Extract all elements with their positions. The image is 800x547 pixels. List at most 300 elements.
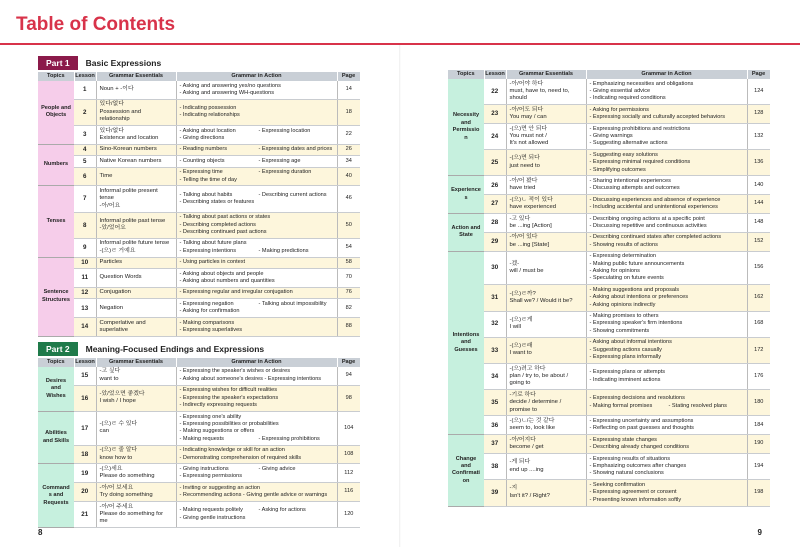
lesson-number: 10 xyxy=(74,257,96,268)
action-line xyxy=(180,248,334,255)
action-line: - Expressing regular and irregular conjugation xyxy=(179,289,293,296)
action-line: - Showing natural conclusions xyxy=(589,470,664,477)
grammar-essential xyxy=(506,364,586,390)
table-row xyxy=(448,150,770,176)
header-action: Grammar in Action xyxy=(176,358,337,367)
table-row xyxy=(38,483,360,502)
page-number-left: 8 xyxy=(38,528,43,537)
grammar-in-action xyxy=(586,454,747,480)
grammar-in-action xyxy=(176,385,337,411)
part1-badge: Part 1 xyxy=(38,56,78,70)
page-ref: 46 xyxy=(337,186,360,212)
page-ref: 18 xyxy=(337,99,360,125)
grammar-line: Shall we? / Would it be? xyxy=(509,297,573,304)
table-row xyxy=(38,269,360,288)
grammar-essential xyxy=(96,502,176,528)
action-line: - Asking and answering yes/no questions xyxy=(179,82,281,89)
header-page: Page xyxy=(337,358,360,367)
grammar-line: Noun + -이다 xyxy=(99,86,134,93)
topic-cell: Sentence Structures xyxy=(38,257,74,336)
grammar-line: decide / determine / promise to xyxy=(509,399,562,413)
grammar-in-action xyxy=(176,212,337,238)
grammar-in-action xyxy=(586,480,747,506)
action-item: - Counting objects xyxy=(179,157,225,164)
grammar-in-action xyxy=(176,367,337,385)
grammar-essential xyxy=(506,416,586,435)
action-line xyxy=(180,128,334,135)
grammar-essential xyxy=(506,251,586,285)
part2-title: Meaning-Focused Endings and Expressions xyxy=(85,343,265,354)
lesson-number: 4 xyxy=(74,144,96,155)
header-topics: Topics xyxy=(38,358,74,367)
grammar-line: -았/었으면 좋겠다 xyxy=(99,390,145,397)
action-line: - Presenting known information softly xyxy=(589,496,682,503)
action-line xyxy=(180,301,334,308)
grammar-line: -(으)ㄹ까? xyxy=(509,290,536,297)
action-item: - Giving advice xyxy=(258,465,296,472)
table-row xyxy=(448,337,770,363)
action-line: - Expressing socially and culturally accepted behaviors xyxy=(589,114,726,121)
lesson-number: 22 xyxy=(484,79,506,105)
page-ref: 194 xyxy=(747,454,770,480)
grammar-line: can xyxy=(99,428,109,435)
table-row xyxy=(38,287,360,298)
grammar-essential xyxy=(506,195,586,214)
lesson-number: 37 xyxy=(484,435,506,454)
action-line: - Simplifying outcomes xyxy=(589,166,646,173)
action-line: - Giving directions xyxy=(179,134,225,141)
grammar-in-action xyxy=(586,105,747,124)
action-line: - Expressing superlatives xyxy=(179,327,242,334)
page-gutter xyxy=(399,45,401,547)
grammar-line: Negation xyxy=(99,304,124,311)
grammar-line: -았/었어요 xyxy=(99,225,126,232)
part1-table xyxy=(38,72,361,337)
grammar-line: -(으)면 되다 xyxy=(509,155,540,162)
grammar-line: be ...ing [Action] xyxy=(509,223,552,229)
lesson-number: 36 xyxy=(484,416,506,435)
grammar-essential xyxy=(96,464,176,483)
grammar-line: -아/어야 하다 xyxy=(509,80,544,87)
table-row xyxy=(38,367,360,385)
grammar-essential xyxy=(506,79,586,105)
page-ref: 26 xyxy=(337,144,360,155)
page-ref: 50 xyxy=(337,212,360,238)
action-line: - Expressing uncertainty and assumptions xyxy=(589,417,694,424)
action-line: - Expressing state changes xyxy=(589,436,657,443)
table-row xyxy=(38,502,360,528)
action-item: - Making requests politely xyxy=(179,507,243,514)
action-line: - Indicating possession xyxy=(179,105,237,112)
topic-cell: Numbers xyxy=(38,144,74,186)
action-line xyxy=(180,169,334,176)
grammar-essential xyxy=(506,390,586,416)
grammar-in-action xyxy=(586,251,747,285)
action-line: - Describing already changed conditions xyxy=(589,444,690,451)
lesson-number: 5 xyxy=(74,156,96,167)
page-ref: 112 xyxy=(337,464,360,483)
grammar-line: -아/어 보세요 xyxy=(99,484,134,491)
page-ref: 76 xyxy=(337,287,360,298)
table-row xyxy=(448,454,770,480)
grammar-line: be ...ing [State] xyxy=(509,241,550,248)
header-lesson: Lesson xyxy=(74,358,96,367)
grammar-line: -아/어 있다 xyxy=(509,234,538,241)
topic-cell: Desires and Wishes xyxy=(38,367,74,412)
grammar-in-action xyxy=(176,287,337,298)
action-line: - Expressing results of situations xyxy=(589,455,671,462)
lesson-number: 13 xyxy=(74,299,96,318)
grammar-in-action xyxy=(176,238,337,257)
action-line: - Expressing plans informally xyxy=(589,354,662,361)
table-row xyxy=(448,364,770,390)
lesson-number: 39 xyxy=(484,480,506,506)
grammar-in-action xyxy=(586,416,747,435)
table-row xyxy=(448,176,770,195)
action-line: - Making public future announcements xyxy=(589,260,685,267)
grammar-in-action xyxy=(586,195,747,214)
grammar-in-action xyxy=(176,318,337,337)
page-ref: 168 xyxy=(747,311,770,337)
grammar-line: have tried xyxy=(509,185,536,192)
grammar-in-action xyxy=(176,502,337,528)
header-page: Page xyxy=(337,72,360,81)
action-line: - Indicating relationships xyxy=(179,112,240,119)
lesson-number: 7 xyxy=(74,186,96,212)
grammar-in-action xyxy=(586,285,747,311)
part1-heading xyxy=(38,56,360,70)
lesson-number: 17 xyxy=(74,412,96,446)
action-line: - Asking and answering WH-questions xyxy=(179,89,275,96)
grammar-essential xyxy=(506,150,586,176)
grammar-in-action xyxy=(586,435,747,454)
grammar-essential xyxy=(96,257,176,268)
page-ref: 22 xyxy=(337,126,360,145)
grammar-in-action xyxy=(586,79,747,105)
grammar-line: want to xyxy=(99,375,119,382)
action-line: - Asking about someone's desires - Expressing intentions xyxy=(179,375,322,382)
page-ref: 172 xyxy=(747,337,770,363)
table-row xyxy=(38,167,360,186)
table-row xyxy=(38,212,360,238)
action-line: - Expressing the speaker's expectations xyxy=(179,394,279,401)
grammar-line: -(으)ㄹ래 xyxy=(509,342,533,349)
grammar-essential xyxy=(96,167,176,186)
action-item: - Expressing duration xyxy=(258,169,312,176)
grammar-line: must, have to, need to, xyxy=(509,87,570,94)
grammar-line: -고 있다 xyxy=(509,215,531,222)
grammar-line: -겠- xyxy=(509,260,520,267)
grammar-line: -(으)ㄹ 수 있다 xyxy=(99,420,138,427)
action-line xyxy=(180,436,334,443)
action-line: - Asking about numbers and quantities xyxy=(179,278,275,285)
grammar-in-action xyxy=(176,156,337,167)
grammar-essential xyxy=(96,156,176,167)
grammar-in-action xyxy=(176,144,337,155)
header-lesson: Lesson xyxy=(484,70,506,79)
page-ref: 40 xyxy=(337,167,360,186)
grammar-line: superlative xyxy=(99,327,128,334)
grammar-essential xyxy=(96,412,176,446)
grammar-in-action xyxy=(176,445,337,464)
action-line: - Describing continued past actions xyxy=(179,229,267,235)
page-ref: 136 xyxy=(747,150,770,176)
header-lesson: Lesson xyxy=(74,72,96,81)
grammar-line: -(으)ㄹ게 xyxy=(509,316,533,323)
action-line: - Giving gentle instructions xyxy=(179,514,246,521)
table-row xyxy=(38,257,360,268)
table-row xyxy=(448,251,770,285)
grammar-essential xyxy=(96,483,176,502)
table-row xyxy=(38,318,360,337)
table-row xyxy=(38,156,360,167)
header-grammar: Grammar Essentials xyxy=(506,70,586,79)
page-number-right: 9 xyxy=(757,528,762,537)
lesson-number: 3 xyxy=(74,126,96,145)
action-line: - Reflecting on past guesses and thoughts xyxy=(589,425,694,432)
action-line: - Expressing minimal required conditions xyxy=(589,159,691,166)
action-line: - Suggesting easy solutions xyxy=(589,151,658,158)
page-ref: 184 xyxy=(747,416,770,435)
table-row xyxy=(448,311,770,337)
grammar-essential xyxy=(506,454,586,480)
page-ref: 108 xyxy=(337,445,360,464)
page-ref: 198 xyxy=(747,480,770,506)
grammar-line: You must not / xyxy=(509,132,547,139)
action-line xyxy=(180,466,334,473)
page-ref: 104 xyxy=(337,412,360,446)
grammar-line: Please do something xyxy=(99,473,155,480)
action-item: - Expressing prohibitions xyxy=(258,435,320,442)
lesson-number: 27 xyxy=(484,195,506,214)
topic-cell: Tenses xyxy=(38,186,74,257)
action-line: - Emphasizing outcomes after changes xyxy=(589,462,687,469)
grammar-line: Please do something for me xyxy=(99,510,164,525)
grammar-in-action xyxy=(176,167,337,186)
action-item: - Giving instructions xyxy=(179,465,229,472)
action-item: - Expressing time xyxy=(179,169,223,176)
lesson-number: 31 xyxy=(484,285,506,311)
lesson-number: 28 xyxy=(484,214,506,233)
lesson-number: 1 xyxy=(74,81,96,99)
page-ref: 190 xyxy=(747,435,770,454)
table-row xyxy=(448,416,770,435)
grammar-essential xyxy=(506,337,586,363)
action-item: - Expressing dates and prices xyxy=(258,146,333,153)
grammar-line: Existence and location xyxy=(99,134,159,141)
grammar-line: Native Korean numbers xyxy=(99,157,162,164)
grammar-in-action xyxy=(176,412,337,446)
grammar-in-action xyxy=(176,483,337,502)
grammar-line: -(으)ㄴ 적이 있다 xyxy=(509,196,553,203)
action-item: - Stating resolved plans xyxy=(668,402,727,409)
grammar-line: -아/어도 되다 xyxy=(509,106,544,113)
grammar-in-action xyxy=(176,81,337,99)
grammar-essential xyxy=(96,186,176,212)
lesson-number: 26 xyxy=(484,176,506,195)
action-line: - Expressing one's ability xyxy=(179,413,242,420)
action-line xyxy=(180,507,334,514)
grammar-in-action xyxy=(176,126,337,145)
page-ref: 162 xyxy=(747,285,770,311)
lesson-number: 38 xyxy=(484,454,506,480)
page-ref: 148 xyxy=(747,214,770,233)
grammar-line: -게 되다 xyxy=(509,459,531,466)
topic-cell: Commands and Requests xyxy=(38,464,74,528)
grammar-line: Informal polite present tense xyxy=(99,187,158,202)
action-line: - Expressing the speaker's wishes or desires xyxy=(179,368,291,375)
lesson-number: 2 xyxy=(74,99,96,125)
action-line: - Expressing plans or attempts xyxy=(589,369,666,376)
topic-cell: People and Objects xyxy=(38,81,74,144)
table-row xyxy=(448,214,770,233)
grammar-line: 있다/없다 xyxy=(99,101,124,108)
page-ref: 98 xyxy=(337,385,360,411)
action-line: - Expressing permissions xyxy=(179,473,242,480)
grammar-line: It's not allowed xyxy=(509,140,549,147)
action-line: - Describing continued states after completed actions xyxy=(589,234,722,241)
grammar-in-action xyxy=(586,176,747,195)
action-line: - Talking about future plans xyxy=(179,240,247,247)
header-grammar: Grammar Essentials xyxy=(96,358,176,367)
grammar-essential xyxy=(96,144,176,155)
table-row xyxy=(38,186,360,212)
action-line xyxy=(180,158,334,165)
action-line: - Indicating knowledge or skill for an action xyxy=(179,447,285,454)
part2-badge: Part 2 xyxy=(38,342,78,356)
grammar-line: I want to xyxy=(509,350,532,357)
grammar-line: know how to xyxy=(99,454,133,461)
lesson-number: 24 xyxy=(484,124,506,150)
action-line: - Expressing possibilities or probabilities xyxy=(179,420,279,427)
table-row xyxy=(448,390,770,416)
page-ref: 70 xyxy=(337,269,360,288)
table-row xyxy=(448,195,770,214)
grammar-line: I will xyxy=(509,324,521,331)
grammar-in-action xyxy=(586,364,747,390)
lesson-number: 11 xyxy=(74,269,96,288)
grammar-essential xyxy=(506,480,586,506)
grammar-line: -고 싶다 xyxy=(99,368,121,375)
grammar-line: -아/어 주세요 xyxy=(99,503,134,510)
table-row xyxy=(448,79,770,105)
part1-title: Basic Expressions xyxy=(85,58,162,68)
action-line: - Asking about intentions or preferences xyxy=(589,294,689,301)
page-ref: 58 xyxy=(337,257,360,268)
table-row xyxy=(448,285,770,311)
grammar-line: -아/어지다 xyxy=(509,436,536,443)
grammar-in-action xyxy=(176,99,337,125)
action-line: - Discussing attempts and outcomes xyxy=(589,185,680,192)
grammar-line: Particles xyxy=(99,259,123,266)
grammar-in-action xyxy=(586,150,747,176)
action-line: - Making suggestions or offers xyxy=(179,428,255,435)
grammar-essential xyxy=(506,176,586,195)
table-row xyxy=(38,81,360,99)
action-line: - Describing states or features xyxy=(179,199,255,206)
grammar-in-action xyxy=(586,390,747,416)
lesson-number: 33 xyxy=(484,337,506,363)
grammar-line: will / must be xyxy=(509,268,544,275)
header-topics: Topics xyxy=(38,72,74,81)
grammar-line: plan / try to, be about / going to xyxy=(509,372,569,387)
grammar-in-action xyxy=(176,464,337,483)
action-line: - Emphasizing necessities and obligations xyxy=(589,80,694,87)
grammar-line: Conjugation xyxy=(99,289,131,296)
page-ref: 54 xyxy=(337,238,360,257)
topic-cell: Action and State xyxy=(448,214,484,252)
lesson-number: 29 xyxy=(484,232,506,251)
left-page xyxy=(38,56,360,528)
lesson-number: 18 xyxy=(74,445,96,464)
topic-cell: Necessity and Permission xyxy=(448,79,484,176)
grammar-line: Comperlative and xyxy=(99,319,146,326)
grammar-line: -(으)ㄴ/는 것 같다 xyxy=(509,417,555,424)
topic-cell: Intentions and Guesses xyxy=(448,251,484,435)
action-item: - Talking about impossibility xyxy=(258,300,327,307)
page-ref: 152 xyxy=(747,232,770,251)
table-row xyxy=(38,412,360,446)
action-line: - Giving warnings xyxy=(589,132,633,139)
table-row xyxy=(38,299,360,318)
lesson-number: 23 xyxy=(484,105,506,124)
lesson-number: 20 xyxy=(74,483,96,502)
header-row xyxy=(448,70,770,79)
table-row xyxy=(448,480,770,506)
action-line: - Suggesting alternative actions xyxy=(589,140,668,147)
grammar-line: Sino-Korean numbers xyxy=(99,146,157,153)
table-row xyxy=(448,105,770,124)
grammar-line: -(으)면 안 되다 xyxy=(509,125,548,132)
page-ref: 120 xyxy=(337,502,360,528)
action-line: - Showing commitments xyxy=(589,327,650,334)
grammar-essential xyxy=(96,445,176,464)
header-action: Grammar in Action xyxy=(586,70,747,79)
page-title: Table of Contents xyxy=(16,14,176,35)
action-line: - Expressing prohibitions and restrictions xyxy=(589,125,691,132)
action-item: - Talking about habits xyxy=(179,191,233,198)
page-ref: 128 xyxy=(747,105,770,124)
action-line: - Expressing determination xyxy=(589,253,657,260)
lesson-number: 25 xyxy=(484,150,506,176)
action-item: - Expressing negation xyxy=(179,300,234,307)
table-row xyxy=(38,99,360,125)
action-line: - Asking for confirmation xyxy=(179,308,240,315)
action-line: - Expressing agreement or consent xyxy=(589,489,677,496)
action-line: - Indicating required conditions xyxy=(589,95,666,102)
grammar-line: You may / can xyxy=(509,114,547,121)
part2-heading xyxy=(38,342,360,356)
grammar-essential xyxy=(506,105,586,124)
part2-table xyxy=(38,358,361,528)
table-row xyxy=(448,232,770,251)
action-item: - Expressing intentions xyxy=(179,247,237,254)
page-ref: 14 xyxy=(337,81,360,99)
header-topics: Topics xyxy=(448,70,484,79)
grammar-essential xyxy=(506,124,586,150)
grammar-essential xyxy=(96,126,176,145)
grammar-essential xyxy=(506,435,586,454)
grammar-essential xyxy=(506,311,586,337)
table-row xyxy=(38,385,360,411)
lesson-number: 9 xyxy=(74,238,96,257)
grammar-in-action xyxy=(586,214,747,233)
grammar-line: 있다/없다 xyxy=(99,127,124,134)
header-row xyxy=(38,358,360,367)
grammar-line: become / get xyxy=(509,444,544,451)
grammar-line: should xyxy=(509,95,527,102)
grammar-in-action xyxy=(586,337,747,363)
